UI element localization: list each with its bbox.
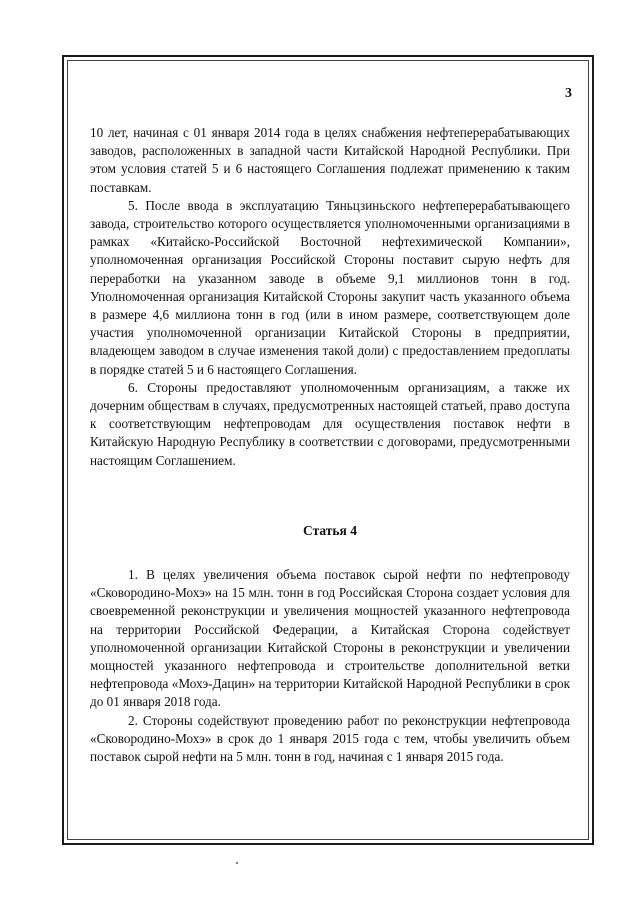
spacer: [90, 540, 570, 566]
document-body: [90, 124, 570, 766]
article-heading: Статья 4: [303, 522, 357, 538]
paragraph-article4-item-1: 1. В целях увеличения объема поставок сырой нефти по нефтепроводу «Сковородино-Мохэ» на 15 млн. тонн в год Российская Сторона создает условия для своевременной реконструкции и увеличения мощностей указанного нефтепровода на территории Российской Федерации, а Китайская Сторона содействует уполномоченной организации Китайской Стороны в реконструкции и увеличении мощностей указанного нефтепровода и строительстве дополнительной ветки нефтепровода «Мохэ-Дацин» на территории Китайской Народной Республики в срок до 01 января 2018 года.: [90, 567, 570, 710]
paragraph-article4-item-2: 2. Стороны содействуют проведению работ по реконструкции нефтепровода «Сковородино-Мохэ» в срок до 1 января 2015 года с тем, чтобы увеличить объем поставок сырой нефти на 5 млн. тонн в год, начиная с 1 января 2015 года.: [90, 712, 570, 765]
page-number: 3: [565, 86, 572, 101]
paragraph-item-5: 5. После ввода в эксплуатацию Тяньцзиньского нефтеперерабатывающего завода, строительство которого осуществляется уполномоченными организациями в рамках «Китайско-Российской Восточной нефтехимической Компании», уполномоченная организация Российской Стороны поставит сырую нефть для переработки на указанном заводе в объеме 9,1 миллионов тонн в год. Уполномоченная организация Китайской Стороны закупит часть указанного объема в размере 4,6 миллиона тонн в год (или в ином размере, соответствующем доле участия уполномоченной организации Китайской Стороны в предприятии, владеющем заводом в случае изменения такой доли) с предоставлением предоплаты в порядке статей 5 и 6 настоящего Соглашения.: [90, 197, 570, 377]
scan-speck: [236, 862, 238, 864]
paragraph-continuation: 10 лет, начиная с 01 января 2014 года в целях снабжения нефтеперерабатывающих заводов, расположенных в западной части Китайской Народной Республики. При этом условия статей 5 и 6 настоящего Соглашения подлежат применению к таким поставкам.: [90, 125, 570, 195]
spacer: [90, 470, 570, 522]
paragraph-item-6: 6. Стороны предоставляют уполномоченным организациям, а также их дочерним обществам в случаях, предусмотренных настоящей статьей, право доступа к соответствующим нефтепроводам для осуществления поставок нефти в Китайскую Народную Республику в соответствии с договорами, предусмотренными настоящим Соглашением.: [90, 379, 570, 468]
